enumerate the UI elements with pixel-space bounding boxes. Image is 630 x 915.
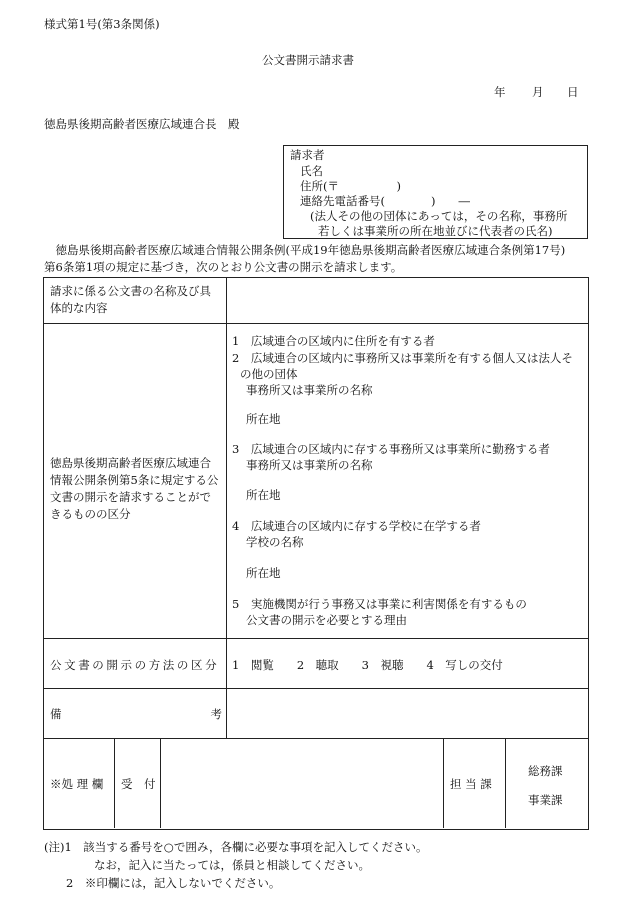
remarks-label bbox=[50, 706, 222, 722]
dept-operations: 事業課 bbox=[528, 793, 563, 807]
category-3-office-name-label: 事務所又は事業所の名称 bbox=[246, 458, 373, 472]
receipt-label: 受 付 bbox=[121, 777, 156, 791]
category-4[interactable]: 4 広域連合の区域内に存する学校に在学する者 bbox=[232, 519, 481, 533]
page-title: 公文書開示請求書 bbox=[262, 53, 354, 67]
category-5[interactable]: 5 実施機関が行う事務又は事業に利害関係を有するもの bbox=[232, 597, 527, 611]
category-2-location-label: 所在地 bbox=[246, 412, 281, 426]
category-3[interactable]: 3 広域連合の区域内に存する事務所又は事業所に勤務する者 bbox=[232, 442, 550, 456]
processing-label: ※処 理 欄 bbox=[50, 777, 104, 791]
category-3-location-label: 所在地 bbox=[246, 488, 281, 502]
table-rule bbox=[43, 688, 588, 689]
requester-category-label: 徳島県後期高齢者医療広域連合情報公開条例第5条に規定する公文書の開示を請求することができるものの区分 bbox=[50, 456, 219, 521]
table-column-divider bbox=[160, 738, 161, 828]
disclosure-method-label: 公文書の開示の方法の区分 bbox=[50, 658, 220, 672]
category-4-location-label: 所在地 bbox=[246, 566, 281, 580]
form-number: 様式第1号(第3条関係) bbox=[44, 17, 160, 31]
requester-address-label[interactable]: 住所(〒 ) bbox=[300, 179, 401, 193]
dept-general-affairs: 総務課 bbox=[528, 764, 563, 778]
table-rule bbox=[43, 323, 588, 324]
table-rule bbox=[43, 738, 588, 739]
category-2-cont: の他の団体 bbox=[240, 367, 298, 381]
requester-name-label[interactable]: 氏名 bbox=[300, 164, 323, 178]
note-2: 2 ※印欄には，記入しないでください。 bbox=[66, 876, 281, 890]
note-1-cont: なお，記入に当たっては，係員と相談してください。 bbox=[94, 858, 370, 872]
remarks-label-char2: 考 bbox=[210, 707, 222, 721]
category-5-reason-label: 公文書の開示を必要とする理由 bbox=[246, 613, 407, 627]
requester-phone-label[interactable]: 連絡先電話番号( ) ― bbox=[300, 194, 470, 208]
preamble-line2: 第6条第1項の規定に基づき，次のとおり公文書の開示を請求します。 bbox=[44, 260, 403, 274]
preamble-line1: 徳島県後期高齢者医療広域連合情報公開条例(平成19年徳島県後期高齢者医療広域連合条例第17号) bbox=[44, 243, 566, 257]
table-column-divider bbox=[443, 738, 444, 828]
remarks-field[interactable] bbox=[230, 691, 584, 735]
document-name-label: 請求に係る公文書の名称及び具体的な内容 bbox=[50, 284, 211, 315]
category-1[interactable]: 1 広域連合の区域内に住所を有する者 bbox=[232, 334, 435, 348]
date-day-label: 日 bbox=[567, 85, 579, 99]
category-4-school-name-label: 学校の名称 bbox=[246, 535, 304, 549]
remarks-label-char1: 備 bbox=[50, 707, 62, 721]
table-column-divider bbox=[505, 738, 506, 828]
staff-section-label: 担 当 課 bbox=[450, 777, 492, 791]
note-1: (注)1 該当する番号を○で囲み，各欄に必要な事項を記入してください。 bbox=[44, 840, 428, 854]
requester-note-line1: (法人その他の団体にあっては，その名称，事務所 bbox=[310, 209, 568, 223]
requester-note-line2: 若しくは事業所の所在地並びに代表者の氏名) bbox=[318, 224, 553, 238]
disclosure-method-options[interactable]: 1 閲覧 2 聴取 3 視聴 4 写しの交付 bbox=[232, 658, 503, 672]
category-2-office-name-label: 事務所又は事業所の名称 bbox=[246, 383, 373, 397]
date-year-label: 年 bbox=[494, 85, 506, 99]
addressee: 徳島県後期高齢者医療広域連合長 殿 bbox=[44, 117, 240, 131]
requester-heading: 請求者 bbox=[290, 148, 325, 162]
table-rule bbox=[43, 638, 588, 639]
table-column-divider bbox=[114, 738, 115, 828]
category-2[interactable]: 2 広域連合の区域内に事務所又は事業所を有する個人又は法人そ bbox=[232, 351, 573, 365]
table-column-divider bbox=[226, 277, 227, 738]
date-month-label: 月 bbox=[532, 85, 544, 99]
document-name-field[interactable] bbox=[230, 280, 584, 320]
